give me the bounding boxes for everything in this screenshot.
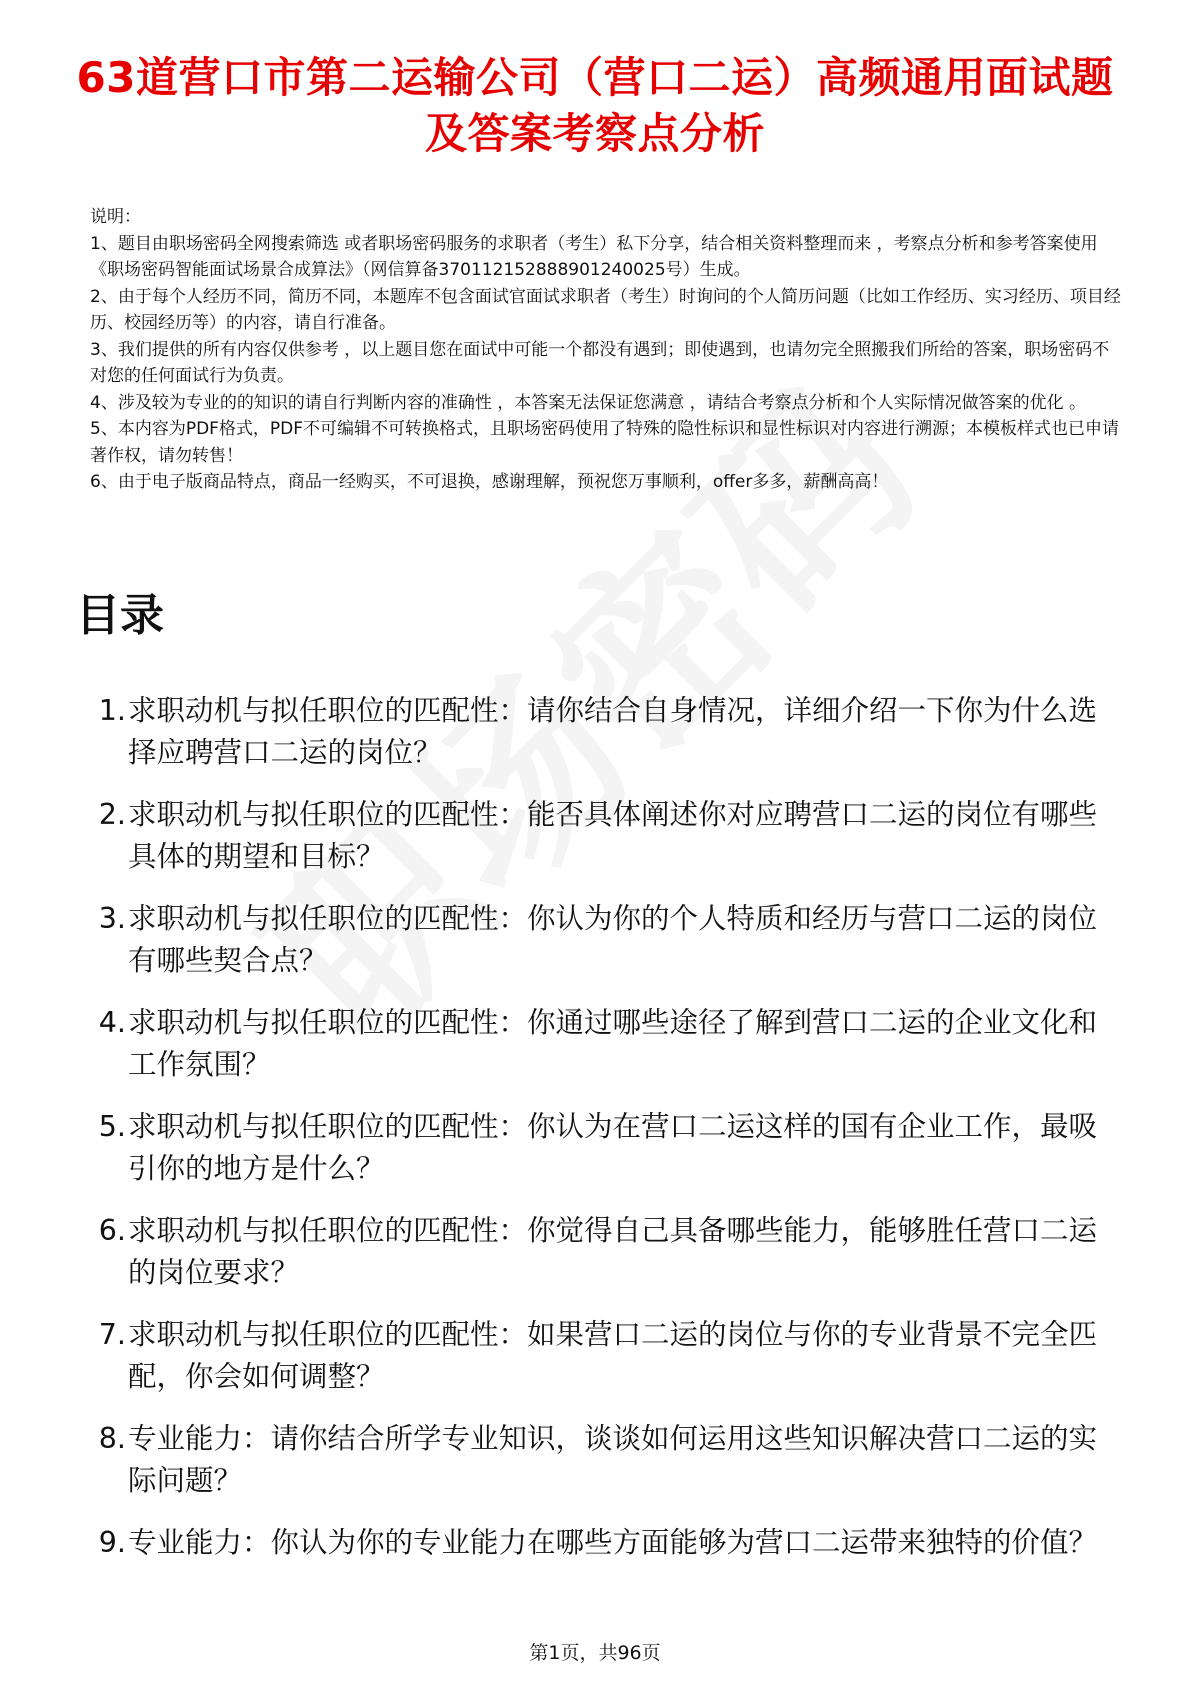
toc-item[interactable]: [76, 1418, 1136, 1502]
notes-heading: 说明：: [90, 207, 141, 227]
toc-item-text: 求职动机与拟任职位的匹配性：请你结合自身情况，详细介绍一下你为什么选择应聘营口二运的岗位？: [128, 694, 1098, 769]
toc-item-text: 求职动机与拟任职位的匹配性：你觉得自己具备哪些能力，能够胜任营口二运的岗位要求？: [128, 1214, 1098, 1289]
note-item: 4、涉及较为专业的的知识的请自行判断内容的准确性 ，本答案无法保证您满意 ，请结合考察点分析和个人实际情况做答案的优化 。: [90, 392, 1087, 413]
toc-item-number: 4.: [98, 1006, 126, 1039]
toc-item-number: 2.: [98, 798, 126, 831]
note-item: 2、由于每个人经历不同，简历不同，本题库不包含面试官面试求职者（考生）时询问的个人简历问题（比如工作经历、实习经历、项目经历、校园经历等）的内容，请自行准备。: [90, 286, 1121, 333]
note-item: 6、由于电子版商品特点，商品一经购买，不可退换，感谢理解，预祝您万事顺利，offer多多，薪酬高高！: [90, 472, 889, 492]
toc-item-text: 求职动机与拟任职位的匹配性：如果营口二运的岗位与你的专业背景不完全匹配，你会如何调整？: [128, 1318, 1098, 1393]
toc-heading: 目录: [76, 590, 164, 641]
toc-item-text: 求职动机与拟任职位的匹配性：你通过哪些途径了解到营口二运的企业文化和工作氛围？: [128, 1006, 1098, 1081]
toc-item[interactable]: [76, 794, 1136, 878]
note-item: 1、题目由职场密码全网搜索筛选 或者职场密码服务的求职者（考生）私下分享，结合相关资料整理而来 ，考察点分析和参考答案使用《职场密码智能面试场景合成算法》（网信算备370112152888901240025号）生成。: [90, 233, 1098, 280]
toc-item[interactable]: [76, 898, 1136, 982]
toc-item-text: 求职动机与拟任职位的匹配性：你认为在营口二运这样的国有企业工作，最吸引你的地方是什么？: [128, 1110, 1098, 1185]
toc-item-number: 5.: [98, 1110, 126, 1143]
toc-item-number: 1.: [98, 694, 126, 727]
toc-item-text: 专业能力：请你结合所学专业知识，谈谈如何运用这些知识解决营口二运的实际问题？: [128, 1422, 1098, 1497]
notes-section: [90, 204, 1125, 496]
toc-item-number: 3.: [98, 902, 126, 935]
toc-item[interactable]: [76, 690, 1136, 774]
toc-item[interactable]: [76, 1314, 1136, 1398]
toc-item-text: 专业能力：你认为你的专业能力在哪些方面能够为营口二运带来独特的价值？: [128, 1526, 1098, 1559]
toc-item-number: 9.: [98, 1526, 126, 1559]
toc-item-number: 6.: [98, 1214, 126, 1247]
toc-item[interactable]: [76, 1106, 1136, 1190]
toc-item-text: 求职动机与拟任职位的匹配性：你认为你的个人特质和经历与营口二运的岗位有哪些契合点？: [128, 902, 1098, 977]
toc-item-number: 7.: [98, 1318, 126, 1351]
document-title: 63道营口市第二运输公司（营口二运）高频通用面试题及答案考察点分析: [76, 53, 1114, 158]
toc-item-text: 求职动机与拟任职位的匹配性：能否具体阐述你对应聘营口二运的岗位有哪些具体的期望和目标？: [128, 798, 1098, 873]
toc-list: [76, 690, 1136, 1584]
toc-item[interactable]: [76, 1522, 1136, 1564]
toc-item-number: 8.: [98, 1422, 126, 1455]
note-item: 5、本内容为PDF格式，PDF不可编辑不可转换格式，且职场密码使用了特殊的隐性标识和显性标识对内容进行溯源；本模板样式也已申请著作权，请勿转售！: [90, 419, 1120, 466]
page-footer: 第1页，共96页: [529, 1642, 661, 1664]
note-item: 3、我们提供的所有内容仅供参考 ，以上题目您在面试中可能一个都没有遇到；即使遇到，也请勿完全照搬我们所给的答案，职场密码不对您的任何面试行为负责。: [90, 339, 1110, 386]
toc-item[interactable]: [76, 1210, 1136, 1294]
toc-item[interactable]: [76, 1002, 1136, 1086]
